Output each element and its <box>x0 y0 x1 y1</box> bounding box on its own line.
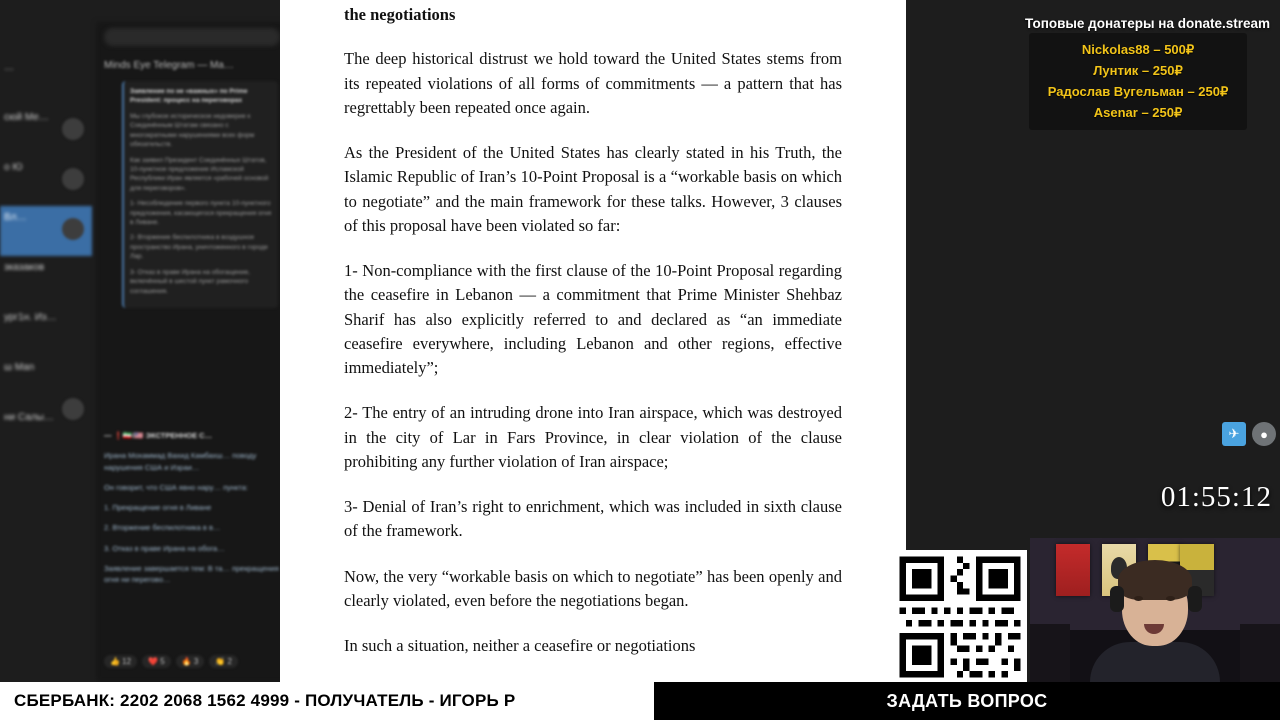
telegram-message-text <box>104 430 284 594</box>
avatar <box>62 218 84 240</box>
chat-name: ург1н. Из… <box>4 312 57 323</box>
message-paragraph: Мы глубокое историческое недоверие к Соединённым Штатам связано с многократными нарушениями всех форм обязательств. <box>130 112 255 149</box>
avatar <box>62 398 84 420</box>
message-bubble <box>122 81 278 308</box>
message-paragraph: Как заявил Президент Соединённых Штатов, 10-пунктное предложение Исламской Республики Иран является «рабочей основой для переговоров». <box>130 156 269 192</box>
donator-row: Лунтик – 250₽ <box>1093 63 1183 78</box>
donator-row: Nickolas88 – 500₽ <box>1081 42 1195 57</box>
chat-name: … <box>4 62 14 73</box>
avatar <box>62 168 84 190</box>
avatar <box>62 118 84 140</box>
message-line: 2. Вторжение беспилотника в в… <box>104 523 221 533</box>
tray-icons[interactable] <box>1222 422 1276 446</box>
document-paragraph: The deep historical distrust we hold toward the United States stems from its repeated violations of all forms of commitments — a pattern that has regrettably been repeated once again. <box>344 49 842 117</box>
message-line: — ❗️🇮🇷/🇺🇸 ЭКСТРЕННОЕ С… <box>104 431 213 440</box>
webcam-overlay <box>1030 538 1280 684</box>
eye <box>1166 596 1175 601</box>
headset-icon <box>1110 586 1124 612</box>
donator-row: Радослав Вугельман – 250₽ <box>1047 84 1229 99</box>
streamer-body <box>1090 642 1220 684</box>
message-line: Он говорит, что США явно нару… пункта: <box>104 482 248 492</box>
document-paragraph: 1- Non-compliance with the first clause of the 10-Point Proposal regarding the ceasefire in Lebanon — a commitment that Prime Minister Shehbaz Sharif has also explicitly referred to and declared as “an immediate ceasefire everywhere, including Lebanon and other regions, effective immediately”; <box>344 261 842 378</box>
reaction-chip[interactable]: 🔥 3 <box>176 655 205 668</box>
reaction-chip[interactable]: ❤️ 5 <box>142 655 171 668</box>
headset-icon <box>1188 586 1202 612</box>
donations-header: Топовые донатеры на donate.stream <box>1025 16 1270 31</box>
telegram-search-input[interactable] <box>104 28 280 46</box>
chair <box>1240 624 1280 684</box>
qr-code-icon <box>893 550 1027 684</box>
chat-name: о Ю <box>4 162 23 173</box>
flag-icon <box>1056 544 1090 596</box>
list-item[interactable] <box>0 306 92 356</box>
chair <box>1030 624 1070 684</box>
stream-timer: 01:55:12 <box>1160 481 1272 513</box>
message-reactions[interactable] <box>104 655 238 668</box>
document-paragraph: In such a situation, neither a ceasefire or negotiations <box>344 636 696 656</box>
document-paragraph: As the President of the United States has clearly stated in his Truth, the Islamic Republic of Iran’s 10-Point Proposal is a “workable basis on which to negotiate” and the main framework for these talks. However, 3 clauses of this proposal have been violated so far: <box>344 143 842 235</box>
donation-banner <box>0 682 654 720</box>
top-donators-panel <box>1029 33 1247 130</box>
chat-name: Вл… <box>4 212 27 223</box>
ask-question-banner[interactable] <box>654 682 1280 720</box>
chat-name: зказаков <box>4 262 45 273</box>
conversation-title: Minds Eye Telegram — Ma… <box>104 60 234 71</box>
reaction-chip[interactable]: 👍 12 <box>104 655 137 668</box>
document-paragraph: Now, the very “workable basis on which to negotiate” has been openly and clearly violated, even before the negotiations began. <box>344 566 842 610</box>
message-line: 1. Прекращение огня в Ливане <box>104 503 212 512</box>
user-glyph: ● <box>1260 426 1268 442</box>
chat-name: ни Салы… <box>4 412 54 423</box>
telegram-chat-list[interactable] <box>0 56 92 676</box>
streamer-hair <box>1118 560 1192 600</box>
message-paragraph: 1- Несоблюдение первого пункта 10-пунктного предложения, касающегося прекращения огня в Ливане. <box>130 200 272 227</box>
document-paragraph: 3- Denial of Iran’s right to enrichment, which was included in sixth clause of the framework. <box>344 497 842 541</box>
chat-name: сюй Ме… <box>4 112 49 123</box>
reaction-chip[interactable]: 👏 2 <box>209 655 238 668</box>
message-paragraph: 2- Вторжение беспилотника в воздушное пространство Ирана, уничтоженного в городе Лар. <box>130 234 268 261</box>
donator-row: Asenar – 250₽ <box>1093 105 1183 120</box>
list-item[interactable] <box>0 256 92 306</box>
chat-name: ш Man <box>4 362 35 373</box>
telegram-glyph: ✈ <box>1228 426 1240 441</box>
document-viewer[interactable] <box>280 0 906 720</box>
ask-question-text: ЗАДАТЬ ВОПРОС <box>886 690 1048 711</box>
eye <box>1134 596 1143 601</box>
message-line: Ирана Мохаммад Вахид Камбахш… поводу нарушения США и Израи… <box>104 451 257 472</box>
user-icon[interactable] <box>1252 422 1276 446</box>
document-heading: the negotiations <box>344 5 456 24</box>
message-paragraph: 3- Отказ в праве Ирана на обогащение, включённый в шестой пункт рамочного соглашения. <box>130 268 250 295</box>
message-line: 3. Отказ в праве Ирана на обога… <box>104 543 225 553</box>
donation-banner-text: СБЕРБАНК: 2202 2068 1562 4999 - ПОЛУЧАТЕЛЬ - ИГОРЬ Р <box>14 691 516 710</box>
list-item[interactable] <box>0 56 92 106</box>
telegram-icon[interactable] <box>1222 422 1246 446</box>
document-paragraph: 2- The entry of an intruding drone into Iran airspace, which was destroyed in the city of Lar in Fars Province, in clear violation of the clause prohibiting any further violation of Iran airspace; <box>344 403 842 471</box>
message-line: Заявление завершается тем: В та… прекращения огня ни перегово… <box>104 563 279 584</box>
message-heading: Заявление по не «важных» по Prime President: процесс на переговорах <box>130 88 248 105</box>
